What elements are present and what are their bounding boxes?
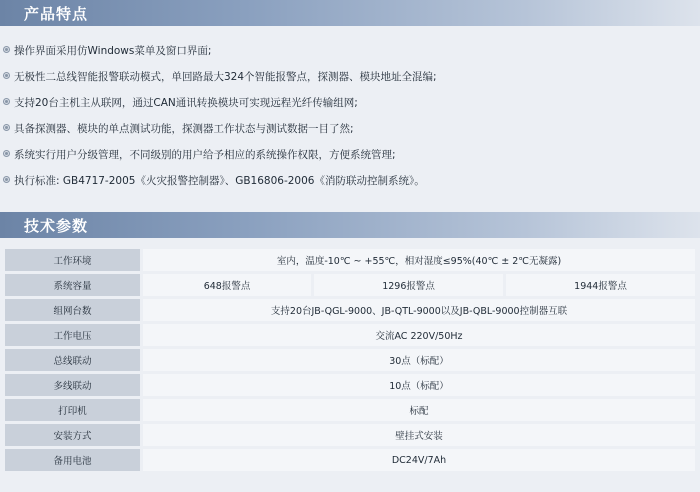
spec-row-installation [5,424,695,446]
bullet-icon [3,46,10,53]
specs-title: 技术参数 [24,217,89,235]
spec-row-voltage [5,324,695,346]
spec-label: 组网台数 [5,299,140,321]
spec-row-environment [5,249,695,271]
spec-label: 工作电压 [5,324,140,346]
spec-label: 多线联动 [5,374,140,396]
spec-label: 总线联动 [5,349,140,371]
feature-item [0,90,700,116]
features-list [0,38,700,194]
feature-item [0,38,700,64]
feature-text: 操作界面采用仿Windows菜单及窗口界面; [14,45,212,57]
bullet-icon [3,72,10,79]
spec-value: 交流AC 220V/50Hz [140,324,695,346]
feature-text: 执行标准: GB4717-2005《火灾报警控制器》、GB16806-2006《消防联动控制系统》。 [14,175,425,187]
feature-item [0,64,700,90]
feature-text: 支持20台主机主从联网，通过CAN通讯转换模块可实现远程光纤传输组网; [14,97,358,109]
specs-table [5,246,695,474]
spec-label: 备用电池 [5,449,140,471]
spec-value: 1944报警点 [503,274,695,296]
spec-value: DC24V/7Ah [140,449,695,471]
spec-row-multiline-linkage [5,374,695,396]
spec-row-capacity [5,274,695,296]
spec-value: 室内，温度-10℃ ~ +55℃，相对湿度≤95%(40℃ ± 2℃无凝露) [140,249,695,271]
features-header [0,0,700,26]
spec-row-network [5,299,695,321]
spec-value: 支持20台JB-QGL-9000、JB-QTL-9000以及JB-QBL-9000控制器互联 [140,299,695,321]
bullet-icon [3,98,10,105]
spec-row-bus-linkage [5,349,695,371]
spec-row-printer [5,399,695,421]
spec-label: 安装方式 [5,424,140,446]
bullet-icon [3,150,10,157]
spec-row-battery [5,449,695,471]
spec-label: 系统容量 [5,274,140,296]
spec-value: 10点（标配） [140,374,695,396]
feature-text: 具备探测器、模块的单点测试功能，探测器工作状态与测试数据一目了然; [14,123,354,135]
features-title: 产品特点 [24,5,89,23]
feature-item [0,116,700,142]
bullet-icon [3,176,10,183]
feature-text: 系统实行用户分级管理，不同级别的用户给予相应的系统操作权限，方便系统管理; [14,149,396,161]
feature-text: 无极性二总线智能报警联动模式，单回路最大324个智能报警点，探测器、模块地址全混编; [14,71,437,83]
specs-header [0,212,700,238]
spec-value: 1296报警点 [311,274,503,296]
spec-value: 壁挂式安装 [140,424,695,446]
feature-item [0,142,700,168]
bullet-icon [3,124,10,131]
spec-label: 打印机 [5,399,140,421]
spec-value: 648报警点 [140,274,311,296]
spec-label: 工作环境 [5,249,140,271]
spec-value: 标配 [140,399,695,421]
feature-item [0,168,700,194]
spec-value: 30点（标配） [140,349,695,371]
